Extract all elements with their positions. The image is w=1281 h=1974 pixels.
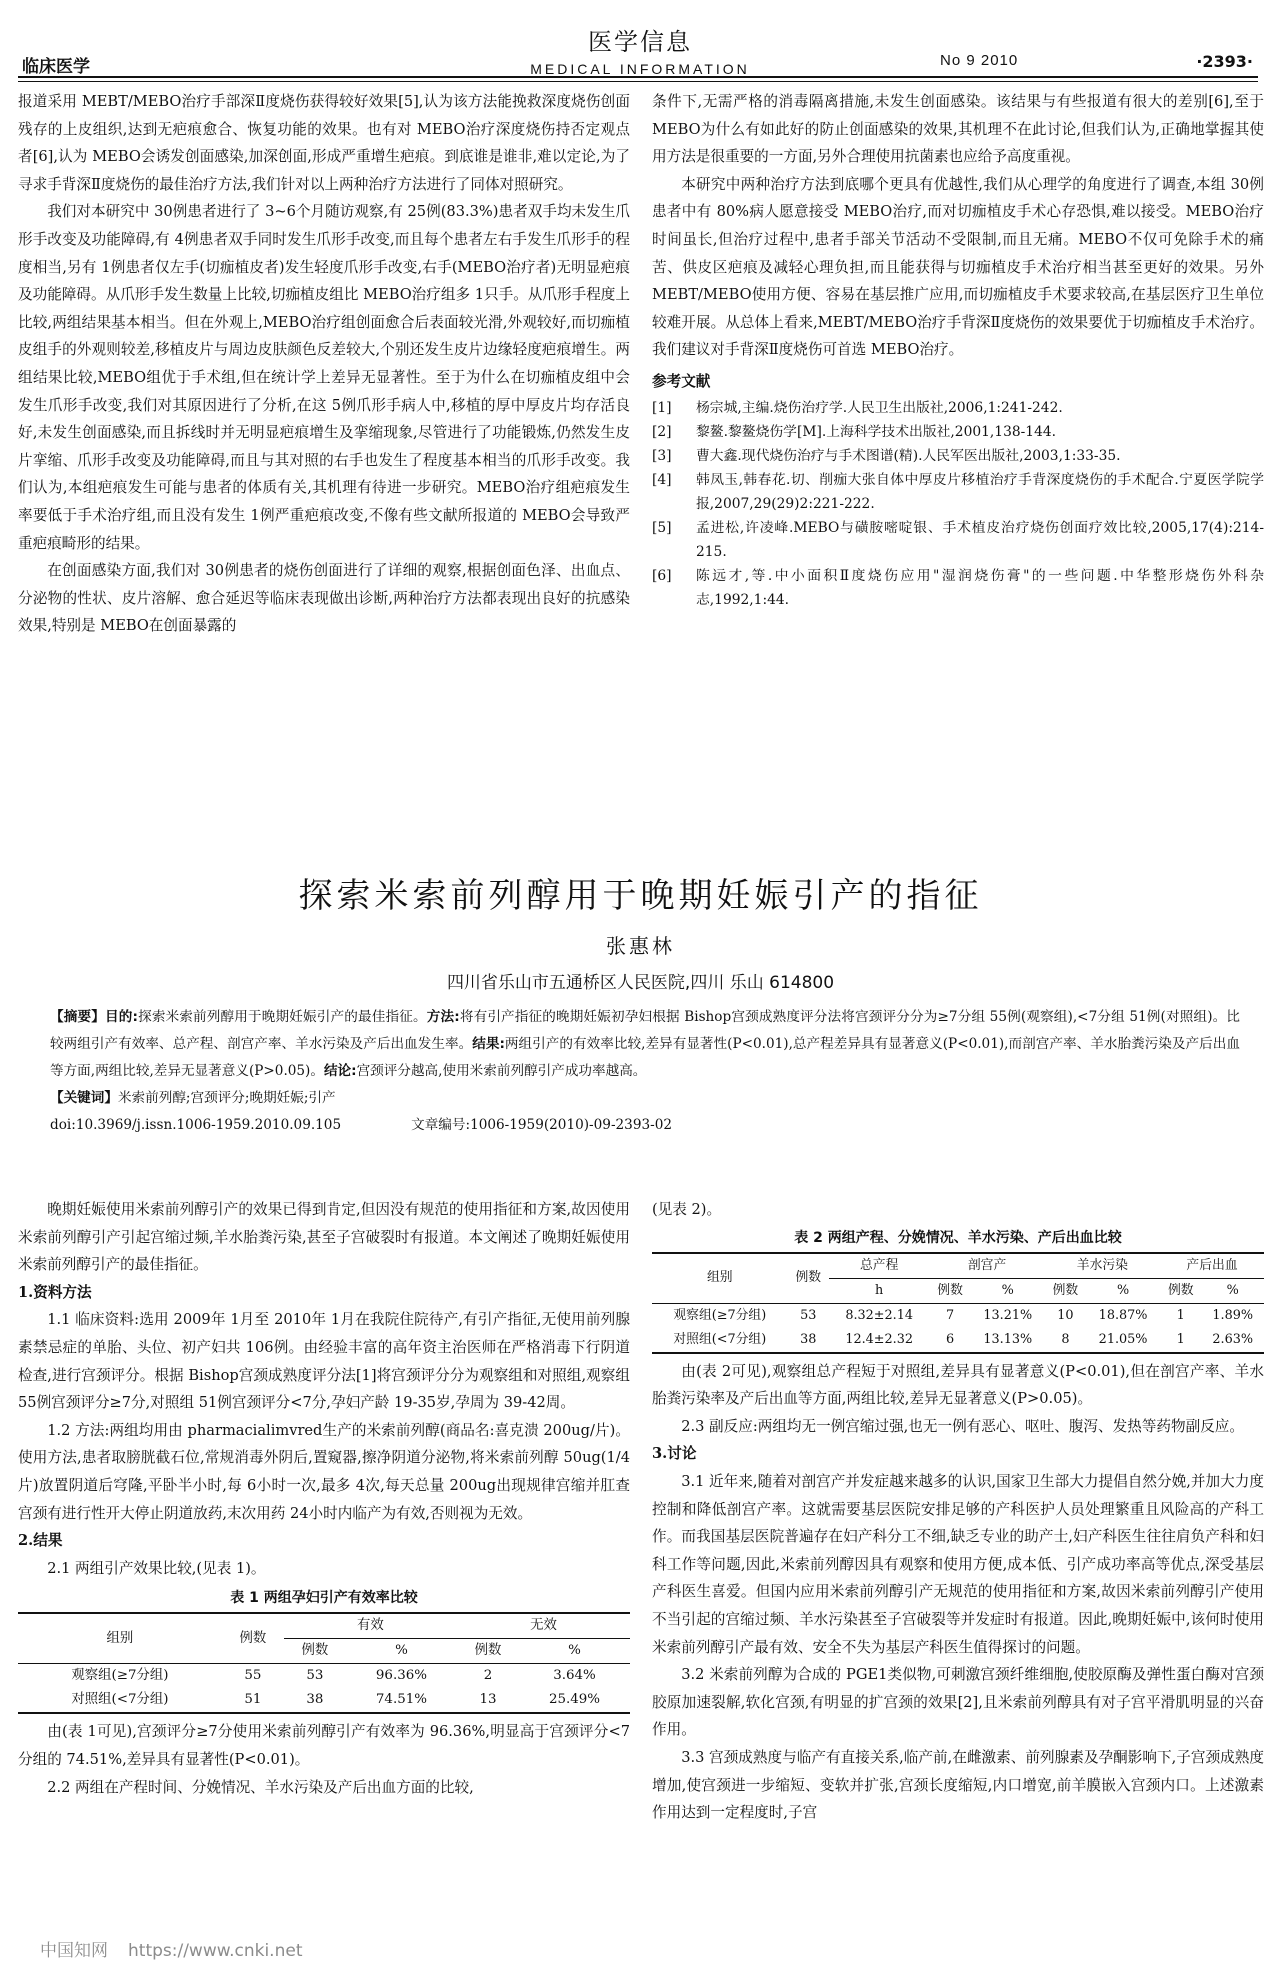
table-2-col-cesarean: 剖宫产 xyxy=(929,1253,1044,1279)
reference-item xyxy=(652,516,1264,564)
table-1-col-cases: 例数 xyxy=(239,1630,267,1646)
table-cell: 53 xyxy=(800,1307,817,1323)
table-cell: 10 xyxy=(1057,1307,1074,1323)
table-cell: 74.51% xyxy=(375,1692,427,1708)
table-cell: 38 xyxy=(800,1331,817,1347)
journal-title-en: MEDICAL INFORMATION xyxy=(530,61,750,77)
keywords-line xyxy=(50,1085,1240,1112)
section-heading-results: 2.结果 xyxy=(18,1532,63,1550)
reference-text: 孟进松,许凌峰.MEBO与磺胺嘧啶银、手术植皮治疗烧伤创面疗效比较,2005,17(4):214-215. xyxy=(696,519,1264,560)
reference-text: 黎鳌.黎鳌烧伤学[M].上海科学技术出版社,2001,138-144. xyxy=(696,423,1057,440)
table-cell: 8 xyxy=(1061,1331,1070,1347)
references-list xyxy=(652,396,1264,612)
table-cell: 51 xyxy=(244,1692,262,1708)
article-number: 文章编号:1006-1959(2010)-09-2393-02 xyxy=(411,1117,673,1133)
table-1-header-row xyxy=(18,1613,630,1639)
keywords-label: 【关键词】 xyxy=(50,1090,118,1106)
table-cell: 观察组(≥7分组) xyxy=(71,1668,169,1684)
table-2-col-fluid: 羊水污染 xyxy=(1045,1253,1160,1279)
references-heading: 参考文献 xyxy=(652,372,711,390)
table-1-subcol-n: 例数 xyxy=(301,1643,329,1659)
table-cell: 8.32±2.14 xyxy=(845,1307,914,1323)
table-2-subcol-pct: % xyxy=(1226,1282,1239,1298)
results-text: 两组引产的有效率比较,差异有显著性(P<0.01),总产程差异具有显著意义(P<0.01),而剖宫产率、羊水胎粪污染及产后出血等方面,两组比较,差异无显著意义(P>0.05)。 xyxy=(50,1036,1241,1079)
cnki-watermark xyxy=(40,1936,302,1961)
table-2-header-row xyxy=(652,1253,1264,1279)
conclusion-label: 结论: xyxy=(323,1063,357,1079)
para-2-1: 2.1 两组引产效果比较,(见表 1)。 xyxy=(47,1559,266,1577)
section-label: 临床医学 xyxy=(22,57,90,77)
reference-number: [4] xyxy=(652,471,672,488)
table-1-subcol-n: 例数 xyxy=(474,1643,502,1659)
table-1-discussion: 由(表 1可见),宫颈评分≥7分使用米索前列醇引产有效率为 96.36%,明显高于宫颈评分<7分组的 74.51%,差异具有显著性(P<0.01)。 xyxy=(18,1723,630,1768)
table-row xyxy=(652,1328,1264,1353)
article-title: 探索米索前列醇用于晚期妊娠引产的指征 xyxy=(298,876,983,916)
table-cell: 13.13% xyxy=(983,1331,1033,1347)
table-2-col-pph: 产后出血 xyxy=(1160,1253,1264,1279)
table-2-subcol-pct: % xyxy=(1001,1282,1014,1298)
table-cell: 25.49% xyxy=(548,1692,601,1708)
table-cell: 1.89% xyxy=(1212,1307,1254,1323)
para-1-1: 1.1 临床资料:选用 2009年 1月至 2010年 1月在我院住院待产,有引产指征,无使用前列腺素禁忌症的单胎、头位、初产妇共 106例。由经验丰富的高年资主治医师在严格消毒下行阴道检查,进行宫颈评分。根据 Bishop宫颈成熟度评分法[1]将宫颈评分分为观察组和对照组,观察组 55例宫颈评分≥7分,对照组 51例宫颈评分<7分,孕妇产龄 19-35岁,孕周为 39-42周。 xyxy=(18,1311,630,1412)
table-cell: 1 xyxy=(1176,1307,1185,1323)
reference-text: 杨宗城,主编.烧伤治疗学.人民卫生出版社,2006,1:241-242. xyxy=(696,399,1063,416)
table-2-col-labor: 总产程 xyxy=(829,1253,929,1279)
table-2-col-group: 组别 xyxy=(706,1270,733,1286)
table-cell: 7 xyxy=(946,1307,955,1323)
journal-masthead xyxy=(440,22,840,77)
doi-line xyxy=(50,1112,1240,1139)
table-cell: 21.05% xyxy=(1098,1331,1148,1347)
para-3-2: 3.2 米索前列醇为合成的 PGE1类似物,可刺激宫颈纤维细胞,使胶原酶及弹性蛋白酶对宫颈胶原加速裂解,软化宫颈,有明显的扩宫颈的效果[2],且米索前列醇具有对子宫平滑肌明显的兴奋作用。 xyxy=(652,1666,1264,1739)
article-left-column xyxy=(18,1196,630,1801)
methods-label: 方法: xyxy=(426,1009,460,1025)
objective-label: 目的: xyxy=(104,1009,138,1025)
para-2-2: 2.2 两组在产程时间、分娩情况、羊水污染及产后出血方面的比较, xyxy=(47,1778,474,1796)
prev-para-2: 我们对本研究中 30例患者进行了 3~6个月随访观察,有 25例(83.3%)患者双手均未发生爪形手改变及功能障碍,有 4例患者双手同时发生爪形手改变,而且每个患者左右手发生爪形手的程度相当,另有 1例患者仅左手(切痂植皮者)发生轻度爪形手改变,右手(MEBO治疗者)无明显疤痕及功能障碍。从爪形手发生数量上比较,切痂植皮组比 MEBO治疗组多 1只手。从爪形手程度上比较,两组结果基本相当。但在外观上,MEBO治疗组创面愈合后表面较光滑,外观较好,而切痂植皮组手的外观则较差,移植皮片与周边皮肤颜色反差较大,个别还发生皮片边缘轻度疤痕增生。两组结果比较,MEBO组优于手术组,但在统计学上差异无显著性。至于为什么在切痂植皮组中会发生爪形手改变,我们对其原因进行了分析,在这 5例爪形手病人中,移植的厚中厚皮片均存活良好,未发生创面感染,而且拆线时并无明显疤痕增生及挛缩现象,尽管进行了功能锻炼,仍然发生皮片挛缩、爪形手改变及功能障碍,而且与其对照的右手也发生了程度基本相当的爪形手改变。我们认为,本组疤痕发生可能与患者的体质有关,其机理有待进一步研究。MEBO治疗组疤痕发生率要低于手术治疗组,而且没有发生 1例严重疤痕改变,不像有些文献所报道的 MEBO会导致严重疤痕畸形的结果。 xyxy=(18,203,630,552)
abstract-block xyxy=(50,1004,1240,1139)
table-row xyxy=(18,1688,630,1713)
table-row xyxy=(652,1303,1264,1328)
article-right-column xyxy=(652,1196,1264,1827)
table-cell: 观察组(≥7分组) xyxy=(673,1307,767,1323)
journal-title-cn: 医学信息 xyxy=(588,28,692,56)
reference-item xyxy=(652,420,1264,444)
results-label: 结果: xyxy=(472,1036,505,1052)
issue-number: No 9 2010 xyxy=(940,52,1019,69)
table-cell: 2.63% xyxy=(1212,1331,1254,1347)
watermark-logo-text: 中国知网 xyxy=(40,1941,108,1961)
table-2 xyxy=(652,1224,1264,1354)
doi-text: doi:10.3969/j.issn.1006-1959.2010.09.105 xyxy=(50,1117,342,1133)
reference-text: 韩凤玉,韩春花.切、削痂大张自体中厚皮片移植治疗手背深度烧伤的手术配合.宁夏医学院学报,2007,29(29)2:221-222. xyxy=(696,471,1264,512)
table-2-reference: (见表 2)。 xyxy=(652,1201,722,1218)
table-row xyxy=(18,1664,630,1689)
reference-number: [3] xyxy=(652,447,672,464)
para-3-1: 3.1 近年来,随着对剖宫产并发症越来越多的认识,国家卫生部大力提倡自然分娩,并加大力度控制和降低剖宫产率。这就需要基层医院安排足够的产科医护人员处理繁重且风险高的产科工作。而我国基层医院普遍存在妇产科分工不细,缺乏专业的助产士,妇产科医生往往肩负产科和妇科工作等问题,因此,米索前列醇因具有观察和使用方便,成本低、引产成功率高等优点,深受基层产科医生喜爱。但国内应用米索前列醇引产无规范的使用指征和方案,故因米索前列醇引产使用不当引起的宫缩过频、羊水污染甚至子宫破裂等并发症时有报道。因此,晚期妊娠中,该何时使用米索前列醇引产最有效、安全不失为基层产科医生值得探讨的问题。 xyxy=(652,1472,1264,1656)
table-cell: 38 xyxy=(306,1692,324,1708)
table-2-subcol-pct: % xyxy=(1116,1282,1130,1298)
table-1-col-ineffective: 无效 xyxy=(457,1613,630,1639)
header-rule-thick xyxy=(18,76,1258,78)
reference-number: [5] xyxy=(652,519,672,536)
para-2-3: 2.3 副反应:两组均无一例宫缩过强,也无一例有恶心、呕吐、腹泻、发热等药物副反应。 xyxy=(681,1417,1244,1435)
intro-para: 晚期妊娠使用米索前列醇引产的效果已得到肯定,但因没有规范的使用指征和方案,故因使用米索前列醇引产引起宫缩过频,羊水胎粪污染,甚至子宫破裂时有报道。本文阐述了晚期妊娠使用米索前列醇引产的最佳指征。 xyxy=(18,1201,630,1274)
prev-article-right-column xyxy=(652,88,1264,612)
table-cell: 6 xyxy=(946,1331,955,1347)
table-cell: 55 xyxy=(244,1668,262,1684)
para-1-2: 1.2 方法:两组均用由 pharmacialimvred生产的米索前列醇(商品名:喜克溃 200ug/片)。使用方法,患者取膀胱截石位,常规消毒外阴后,置窥器,擦净阴道分泌物,将米索前列醇 50ug(1/4片)放置阴道后穹隆,平卧半小时,每 6小时一次,最多 4次,每天总量 200ug出现规律宫缩并肛查宫颈有进行性开大停止阴道放药,末次用药 24小时内临产为有效,否则视为无效。 xyxy=(18,1421,630,1522)
table-cell: 3.64% xyxy=(553,1668,596,1684)
section-heading-methods: 1.资料方法 xyxy=(18,1283,92,1301)
reference-item xyxy=(652,564,1264,612)
article-author: 张惠林 xyxy=(606,934,675,958)
table-1-grid xyxy=(18,1612,630,1714)
table-2-discussion: 由(表 2可见),观察组总产程短于对照组,差异具有显著意义(P<0.01),但在剖宫产率、羊水胎粪污染率及产后出血等方面,两组比较,差异无显著意义(P>0.05)。 xyxy=(652,1362,1264,1408)
table-2-subcol-n: 例数 xyxy=(937,1282,963,1298)
table-1-subcol-pct: % xyxy=(395,1643,408,1659)
reference-text: 曹大鑫.现代烧伤治疗与手术图谱(精).人民军医出版社,2003,1:33-35. xyxy=(696,447,1121,464)
table-cell: 53 xyxy=(306,1668,324,1684)
watermark-url: https://www.cnki.net xyxy=(128,1941,303,1961)
reference-number: [2] xyxy=(652,423,672,440)
table-cell: 对照组(<7分组) xyxy=(71,1692,169,1708)
prev-para-1: 报道采用 MEBT/MEBO治疗手部深Ⅱ度烧伤获得较好效果[5],认为该方法能挽救深度烧伤创面残存的上皮组织,达到无疤痕愈合、恢复功能的效果。也有对 MEBO治疗深度烧伤持否定观点者[6],认为 MEBO会诱发创面感染,加深创面,形成严重增生疤痕。到底谁是谁非,难以定论,为了寻求手背深Ⅱ度烧伤的最佳治疗方法,我们针对以上两种治疗方法进行了同体对照研究。 xyxy=(18,93,630,193)
table-2-grid xyxy=(652,1252,1264,1354)
methods-text: 将有引产指征的晚期妊娠初孕妇根据 Bishop宫颈成熟度评分法将宫颈评分分为≥7分组 55例(观察组),<7分组 51例(对照组)。比较两组引产有效率、总产程、剖宫产率、羊水污染及产后出血发生率。 xyxy=(50,1009,1241,1052)
table-2-col-cases: 例数 xyxy=(795,1270,822,1286)
prev-article-left-column xyxy=(18,88,630,640)
reference-item xyxy=(652,468,1264,516)
prev-para-right-2: 本研究中两种治疗方法到底哪个更具有优越性,我们从心理学的角度进行了调查,本组 30例患者中有 80%病人愿意接受 MEBO治疗,而对切痂植皮手术心存恐惧,难以接受。MEBO治疗时间虽长,但治疗过程中,患者手部关节活动不受限制,而且无痛。MEBO不仅可免除手术的痛苦、供皮区疤痕及减轻心理负担,而且能获得与切痂植皮手术治疗相当甚至更好的效果。另外 MEBT/MEBO使用方便、容易在基层推广应用,而切痂植皮手术要求较高,在基层医疗卫生单位较难开展。从总体上看来,MEBT/MEBO治疗手背深Ⅱ度烧伤的效果要优于切痂植皮手术治疗。我们建议对手背深Ⅱ度烧伤可首选 MEBO治疗。 xyxy=(652,175,1264,359)
reference-number: [1] xyxy=(652,399,672,416)
abstract-text xyxy=(50,1004,1240,1085)
reference-item xyxy=(652,444,1264,468)
page-number: ·2393· xyxy=(1196,52,1253,71)
table-2-subcol-n: 例数 xyxy=(1052,1282,1079,1298)
table-cell: 对照组(<7分组) xyxy=(673,1331,767,1347)
table-cell: 1 xyxy=(1176,1331,1185,1347)
prev-para-right-1: 条件下,无需严格的消毒隔离措施,未发生创面感染。该结果与有些报道有很大的差别[6],至于 MEBO为什么有如此好的防止创面感染的效果,其机理不在此讨论,但我们认为,正确地掌握其使用方法是很重要的一方面,另外合理使用抗菌素也应给予高度重视。 xyxy=(652,93,1264,166)
table-1-subcol-pct: % xyxy=(568,1643,581,1659)
table-2-caption: 表 2 两组产程、分娩情况、羊水污染、产后出血比较 xyxy=(794,1229,1122,1246)
table-cell: 2 xyxy=(483,1668,493,1684)
reference-text: 陈远才,等.中小面积Ⅱ度烧伤应用"湿润烧伤膏"的一些问题.中华整形烧伤外科杂志,1992,1:44. xyxy=(696,567,1264,608)
para-3-3: 3.3 宫颈成熟度与临产有直接关系,临产前,在雌激素、前列腺素及孕酮影响下,子宫颈成熟度增加,使宫颈进一步缩短、变软并扩张,宫颈长度缩短,内口增宽,前羊膜嵌入宫颈内口。上述激素作用达到一定程度时,子宫 xyxy=(652,1748,1264,1822)
abstract-label: 【摘要】 xyxy=(50,1009,105,1025)
article-affiliation: 四川省乐山市五通桥区人民医院,四川 乐山 614800 xyxy=(446,973,835,993)
prev-para-3: 在创面感染方面,我们对 30例患者的烧伤创面进行了详细的观察,根据创面色泽、出血点、分泌物的性状、皮片溶解、愈合延迟等临床表现做出诊断,两种治疗方法都表现出良好的抗感染效果,特别是 MEBO在创面暴露的 xyxy=(18,562,630,635)
table-1-col-effective: 有效 xyxy=(284,1613,457,1639)
conclusion-text: 宫颈评分越高,使用米索前列醇引产成功率越高。 xyxy=(356,1063,647,1079)
reference-number: [6] xyxy=(652,567,672,584)
reference-item xyxy=(652,396,1264,420)
table-cell: 18.87% xyxy=(1098,1307,1148,1323)
table-2-subcol-unit: h xyxy=(875,1282,884,1298)
table-1-caption: 表 1 两组孕妇引产有效率比较 xyxy=(230,1590,418,1607)
table-cell: 13.21% xyxy=(983,1307,1033,1323)
table-2-subcol-n: 例数 xyxy=(1167,1282,1194,1298)
keywords-text: 米索前列醇;宫颈评分;晚期妊娠;引产 xyxy=(117,1090,336,1106)
table-1 xyxy=(18,1584,630,1714)
table-cell: 96.36% xyxy=(375,1668,427,1684)
table-1-col-group: 组别 xyxy=(106,1630,134,1646)
objective-text: 探索米索前列醇用于晚期妊娠引产的最佳指征。 xyxy=(137,1009,427,1025)
table-cell: 12.4±2.32 xyxy=(845,1331,914,1347)
header-rule-thin xyxy=(18,81,1258,82)
table-cell: 13 xyxy=(479,1692,497,1708)
section-heading-discussion: 3.讨论 xyxy=(652,1445,697,1463)
